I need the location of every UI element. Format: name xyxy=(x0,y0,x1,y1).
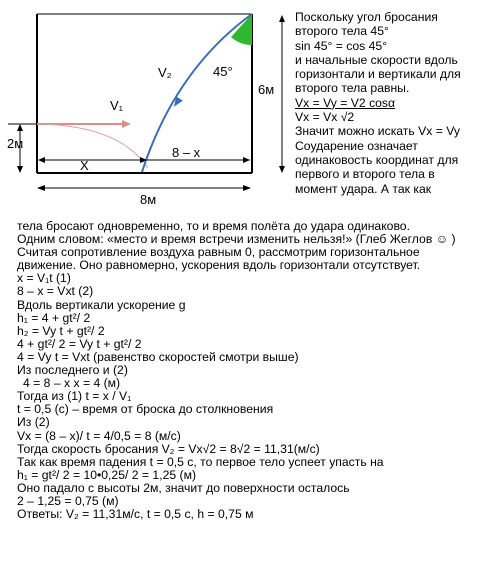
physics-diagram xyxy=(0,0,290,210)
solution-line: тела бросают одновременно, то и время полёта до удара одинаково. xyxy=(17,219,410,233)
equation-line: 4 = 8 – x x = 4 (м) xyxy=(23,376,121,391)
equation-line: x = V₁t (1) xyxy=(17,271,71,286)
side-line: Поскольку угол бросания xyxy=(295,10,438,24)
side-line: второго тела 45° xyxy=(295,24,389,39)
equation-line: h₁ = gt²/ 2 = 10•0,25/ 2 = 1,25 (м) xyxy=(17,467,197,482)
main-solution xyxy=(17,220,497,521)
equation-line: 4 + gt²/ 2 = Vy t + gt²/ 2 xyxy=(17,336,142,351)
side-line: первого и второго тела в xyxy=(295,167,435,182)
equation-line: 2 – 1,25 = 0,75 (м) xyxy=(17,493,119,508)
side-line: Соударение означает xyxy=(295,138,418,153)
label-8m: 8м xyxy=(140,192,157,207)
side-formula: Vx = Vx √2 xyxy=(295,110,355,125)
label-angle: 45° xyxy=(213,64,233,79)
side-explanation xyxy=(295,10,495,196)
solution-line: Тогда из (1) t = x / V₁ xyxy=(17,389,132,404)
solution-line: Из последнего и (2) xyxy=(17,363,128,378)
equation-line: h₂ = Vy t + gt²/ 2 xyxy=(17,323,105,338)
solution-line: Вдоль вертикали ускорение g xyxy=(17,297,186,312)
label-v1: V₁ xyxy=(110,98,124,113)
answer-line: Ответы: V₂ = 11,31м/с, t = 0,5 с, h = 0,75 м xyxy=(17,507,254,522)
solution-line: Так как время падения t = 0,5 с, то первое тело успеет упасть на xyxy=(17,454,384,469)
equation-line: 8 – x = Vxt (2) xyxy=(17,284,94,299)
label-6m: 6м xyxy=(258,82,275,97)
label-2m: 2м xyxy=(7,136,24,151)
label-x: X xyxy=(80,158,89,173)
side-line: момент удара. А так как xyxy=(295,181,432,196)
label-v2: V₂ xyxy=(158,65,172,80)
equation-line: Vx = (8 – x)/ t = 4/0,5 = 8 (м/с) xyxy=(17,428,181,443)
side-line: Значит можно искать Vx = Vy xyxy=(295,124,461,139)
side-line: одинаковость координат для xyxy=(295,152,459,167)
side-line: и начальные скорости вдоль xyxy=(295,52,458,67)
equation-line: t = 0,5 (с) – время от броска до столкновения xyxy=(17,402,274,417)
side-formula: Vx = Vy = V2 cosα xyxy=(295,95,396,110)
side-line: второго тела равны. xyxy=(295,81,410,96)
solution-line: Из (2) xyxy=(17,415,50,430)
solution-line: Считая сопротивление воздуха равным 0, рассмотрим горизонтальное xyxy=(17,245,420,260)
solution-line: движение. Оно равномерно, ускорения вдоль горизонтали отсутствует. xyxy=(17,258,421,273)
equation-line: 4 = Vy t = Vxt (равенство скоростей смотри выше) xyxy=(17,349,299,364)
solution-line: Оно падало с высоты 2м, значит до поверхности осталось xyxy=(17,480,350,495)
angle-45-fill xyxy=(231,14,252,45)
solution-line: Одним словом: «место и время встречи изменить нельзя!» (Глеб Жеглов ☺ ) xyxy=(17,232,456,247)
equation-line: h₁ = 4 + gt²/ 2 xyxy=(17,310,91,325)
side-line: sin 45° = cos 45° xyxy=(295,38,388,53)
equation-line: Тогда скорость бросания V₂ = Vx√2 = 8√2 = 11,31(м/с) xyxy=(17,441,320,456)
label-8-minus-x: 8 – x xyxy=(172,145,201,160)
side-line: горизонтали и вертикали для xyxy=(295,67,461,82)
trajectory-1 xyxy=(40,124,148,168)
